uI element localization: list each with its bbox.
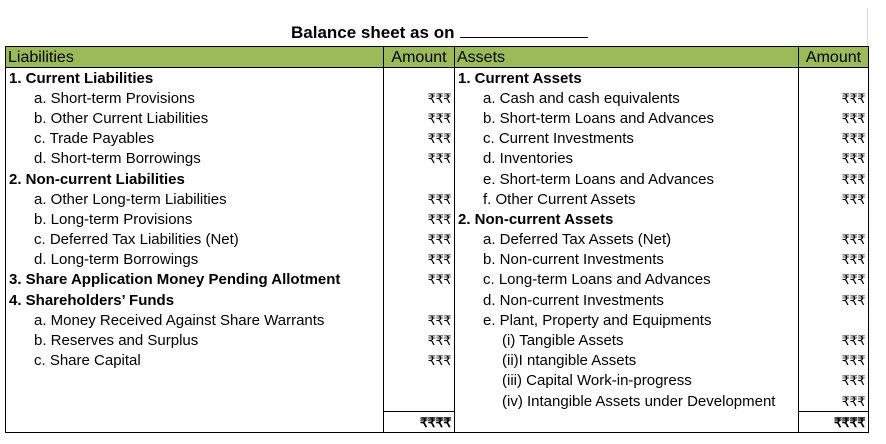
asset-amount: ₹₹₹ <box>799 270 869 290</box>
table-row <box>6 270 869 290</box>
asset-amount: ₹₹₹ <box>799 230 869 250</box>
liability-label <box>6 371 384 391</box>
liability-label: b. Long-term Provisions <box>6 209 384 229</box>
liability-label: a. Short-term Provisions <box>6 88 384 108</box>
asset-amount: ₹₹₹ <box>799 371 869 391</box>
liability-amount: ₹₹₹ <box>384 250 455 270</box>
table-row <box>6 230 869 250</box>
asset-label: b. Non-current Investments <box>455 250 799 270</box>
grid-line <box>867 8 868 46</box>
table-row <box>6 108 869 128</box>
header-amount-right: Amount <box>799 47 869 68</box>
asset-label: (ii)I ntangible Assets <box>455 351 799 371</box>
liability-label: c. Share Capital <box>6 351 384 371</box>
asset-label: 1. Current Assets <box>455 68 799 89</box>
liability-amount: ₹₹₹ <box>384 189 455 209</box>
liability-amount: ₹₹₹ <box>384 209 455 229</box>
asset-label: d. Non-current Investments <box>455 290 799 310</box>
asset-amount <box>799 209 869 229</box>
liability-label: b. Other Current Liabilities <box>6 108 384 128</box>
asset-amount: ₹₹₹ <box>799 129 869 149</box>
liability-amount <box>384 391 455 412</box>
liability-amount: ₹₹₹ <box>384 149 455 169</box>
asset-amount: ₹₹₹ <box>799 169 869 189</box>
table-row <box>6 88 869 108</box>
balance-sheet <box>5 8 868 437</box>
totals-spacer-right <box>455 412 799 433</box>
table-row <box>6 149 869 169</box>
liability-amount: ₹₹₹ <box>384 129 455 149</box>
asset-label: c. Long-term Loans and Advances <box>455 270 799 290</box>
sheet-title-text: Balance sheet as on <box>291 23 455 42</box>
asset-amount: ₹₹₹ <box>799 391 869 412</box>
liability-label: d. Long-term Borrowings <box>6 250 384 270</box>
liability-amount: ₹₹₹ <box>384 351 455 371</box>
liability-label: 4. Shareholders’ Funds <box>6 290 384 310</box>
asset-label: e. Short-term Loans and Advances <box>455 169 799 189</box>
table-row <box>6 169 869 189</box>
header-liabilities: Liabilities <box>6 47 384 68</box>
assets-total: ₹₹₹₹ <box>799 412 869 433</box>
liability-amount: ₹₹₹ <box>384 310 455 330</box>
asset-amount: ₹₹₹ <box>799 330 869 350</box>
table-row <box>6 189 869 209</box>
liabilities-total: ₹₹₹₹ <box>384 412 455 433</box>
table-row <box>6 391 869 412</box>
balance-sheet-table <box>5 46 869 433</box>
header-row <box>6 47 869 68</box>
totals-spacer-left <box>6 412 384 433</box>
liability-amount: ₹₹₹ <box>384 230 455 250</box>
table-row <box>6 351 869 371</box>
liability-amount: ₹₹₹ <box>384 108 455 128</box>
table-body <box>6 68 869 433</box>
header-amount-left: Amount <box>384 47 455 68</box>
date-blank-line <box>460 22 588 38</box>
asset-amount <box>799 68 869 89</box>
liability-amount: ₹₹₹ <box>384 330 455 350</box>
asset-amount: ₹₹₹ <box>799 189 869 209</box>
asset-label: a. Cash and cash equivalents <box>455 88 799 108</box>
liability-label: c. Deferred Tax Liabilities (Net) <box>6 230 384 250</box>
table-row <box>6 209 869 229</box>
liability-label: 1. Current Liabilities <box>6 68 384 89</box>
table-row <box>6 129 869 149</box>
asset-label: (iv) Intangible Assets under Development <box>455 391 799 412</box>
asset-label: 2. Non-current Assets <box>455 209 799 229</box>
asset-amount: ₹₹₹ <box>799 108 869 128</box>
liability-label <box>6 391 384 412</box>
table-row <box>6 250 869 270</box>
liability-amount <box>384 371 455 391</box>
sheet-title <box>291 22 588 43</box>
liability-label: a. Other Long-term Liabilities <box>6 189 384 209</box>
title-area <box>5 8 868 46</box>
asset-label: (iii) Capital Work-in-progress <box>455 371 799 391</box>
asset-label: c. Current Investments <box>455 129 799 149</box>
asset-amount: ₹₹₹ <box>799 351 869 371</box>
liability-label: a. Money Received Against Share Warrants <box>6 310 384 330</box>
table-row <box>6 330 869 350</box>
asset-label: a. Deferred Tax Assets (Net) <box>455 230 799 250</box>
liability-amount <box>384 290 455 310</box>
asset-label: d. Inventories <box>455 149 799 169</box>
totals-row <box>6 412 869 433</box>
table-row <box>6 68 869 89</box>
asset-amount: ₹₹₹ <box>799 149 869 169</box>
liability-label: b. Reserves and Surplus <box>6 330 384 350</box>
asset-label: f. Other Current Assets <box>455 189 799 209</box>
table-row <box>6 310 869 330</box>
asset-amount: ₹₹₹ <box>799 88 869 108</box>
liability-amount: ₹₹₹ <box>384 270 455 290</box>
header-assets: Assets <box>455 47 799 68</box>
liability-label: c. Trade Payables <box>6 129 384 149</box>
asset-label: e. Plant, Property and Equipments <box>455 310 799 330</box>
liability-label: 2. Non-current Liabilities <box>6 169 384 189</box>
asset-amount <box>799 310 869 330</box>
table-row <box>6 290 869 310</box>
asset-label: b. Short-term Loans and Advances <box>455 108 799 128</box>
liability-label: d. Short-term Borrowings <box>6 149 384 169</box>
table-row <box>6 371 869 391</box>
asset-amount: ₹₹₹ <box>799 290 869 310</box>
asset-label: (i) Tangible Assets <box>455 330 799 350</box>
liability-amount <box>384 68 455 89</box>
liability-amount: ₹₹₹ <box>384 88 455 108</box>
asset-amount: ₹₹₹ <box>799 250 869 270</box>
liability-label: 3. Share Application Money Pending Allotment <box>6 270 384 290</box>
liability-amount <box>384 169 455 189</box>
